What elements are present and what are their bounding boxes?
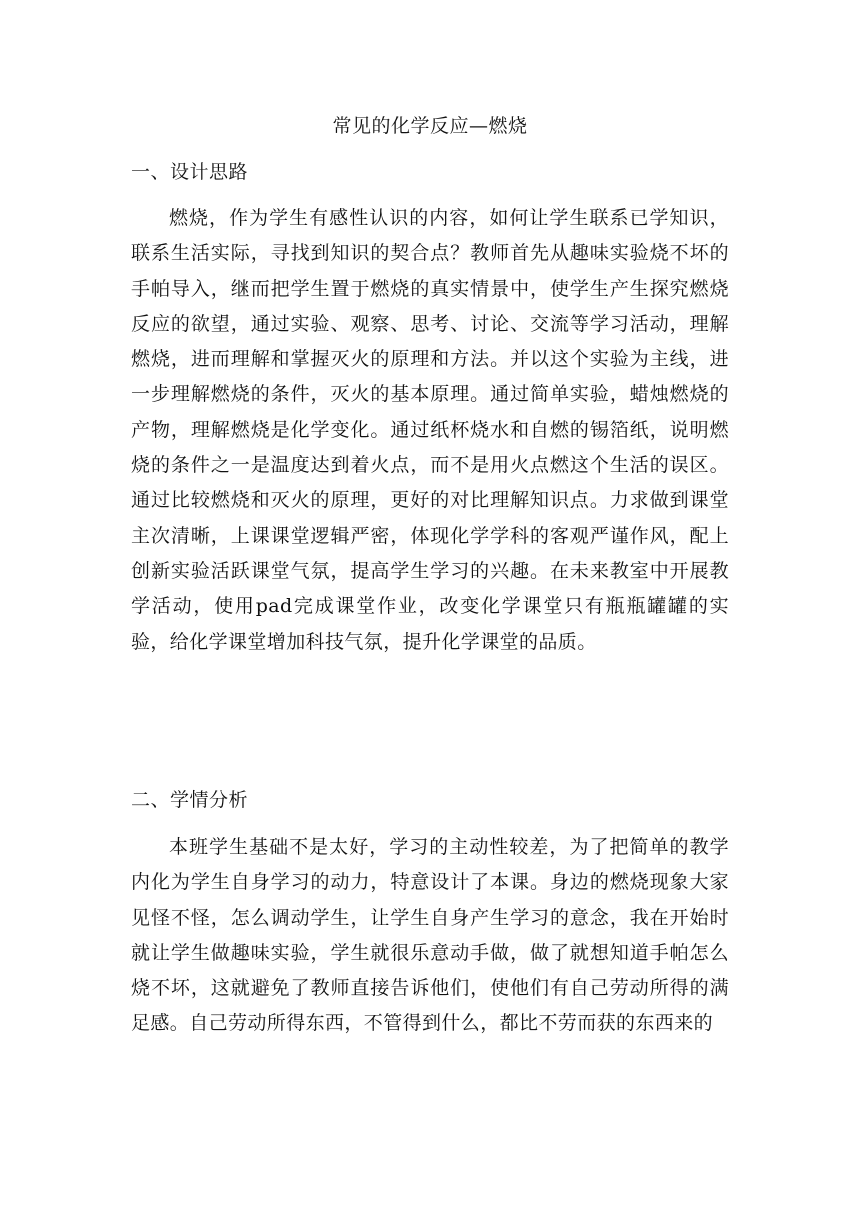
document-title: 常见的化学反应—燃烧 xyxy=(332,115,528,137)
section-heading-student-analysis: 二、学情分析 xyxy=(131,789,249,811)
section-heading-design-idea: 一、设计思路 xyxy=(131,161,249,183)
section-paragraph-student-analysis: 本班学生基础不是太好，学习的主动性较差，为了把简单的教学内化为学生自身学习的动力，特意设计了本课。身边的燃烧现象大家见怪不怪，怎么调动学生，让学生自身产生学习的意念，我在开始时就让学生做趣味实验，学生就很乐意动手做，做了就想知道手帕怎么烧不坏，这就避免了教师直接告诉他们，使他们有自己劳动所得的满足感。自己劳动所得东西，不管得到什么，都比不劳而获的东西来的 xyxy=(131,836,729,1035)
section-paragraph-design-idea: 燃烧，作为学生有感性认识的内容，如何让学生联系已学知识，联系生活实际，寻找到知识的契合点？教师首先从趣味实验烧不坏的手帕导入，继而把学生置于燃烧的真实情景中，使学生产生探究燃烧反应的欲望，通过实验、观察、思考、讨论、交流等学习活动，理解燃烧，进而理解和掌握灭火的原理和方法。并以这个实验为主线，进一步理解燃烧的条件，灭火的基本原理。通过简单实验，蜡烛燃烧的产物，理解燃烧是化学变化。通过纸杯烧水和自燃的锡箔纸，说明燃烧的条件之一是温度达到着火点，而不是用火点燃这个生活的误区。通过比较燃烧和灭火的原理，更好的对比理解知识点。力求做到课堂主次清晰，上课课堂逻辑严密，体现化学学科的客观严谨作风，配上创新实验活跃课堂气氛，提高学生学习的兴趣。在未来教室中开展教学活动，使用pad完成课堂作业，改变化学课堂只有瓶瓶罐罐的实验，给化学课堂增加科技气氛，提升化学课堂的品质。 xyxy=(131,207,729,653)
